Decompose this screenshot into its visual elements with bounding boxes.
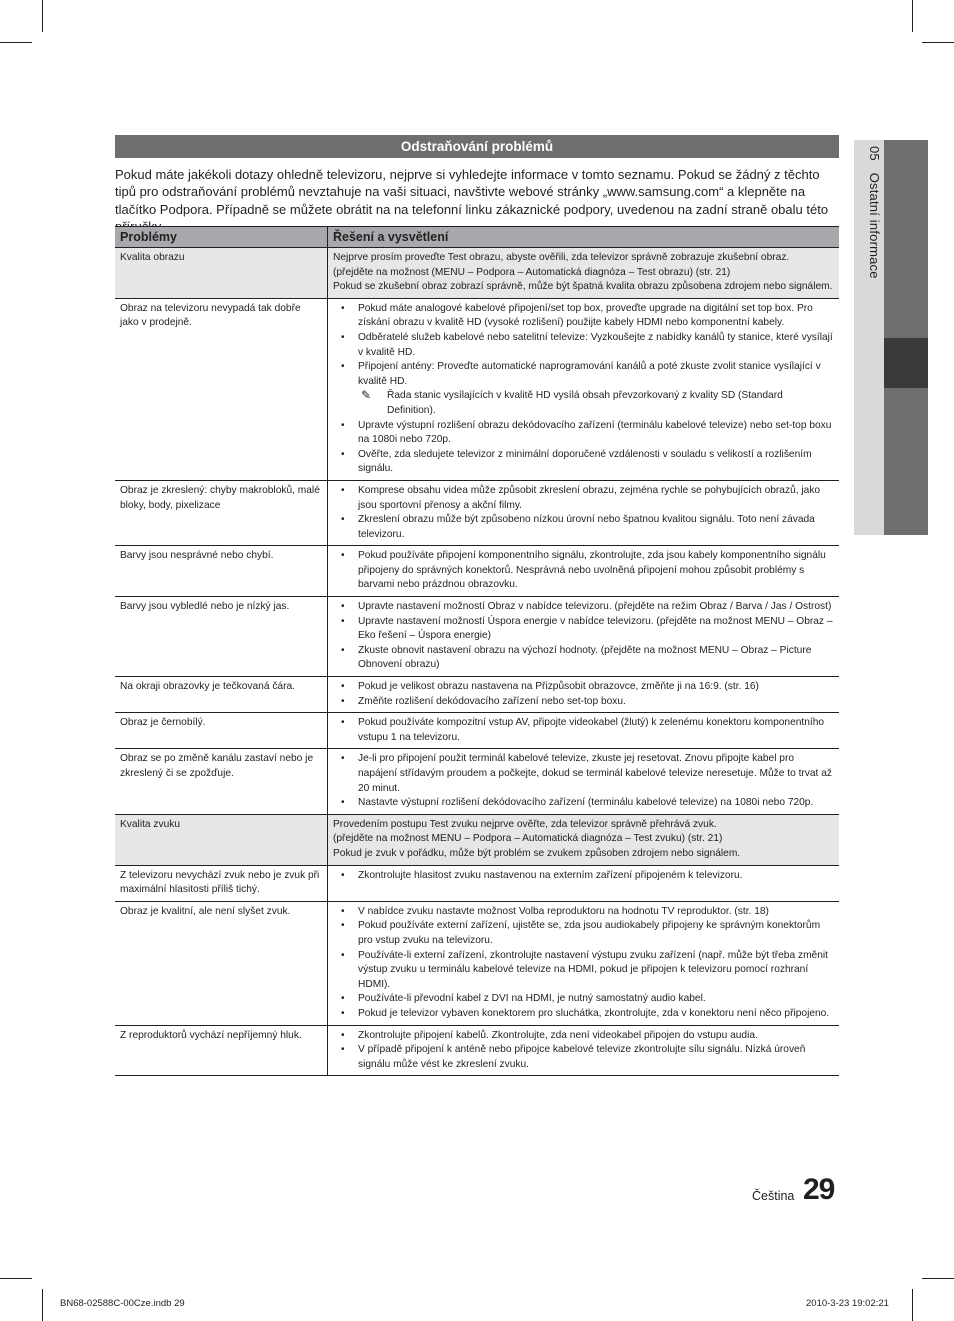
crop-mark: [922, 1278, 954, 1279]
solution-cell: [328, 814, 840, 865]
solution-text: Pokud je zvuk v pořádku, může být problém se zvukem způsoben zdrojem nebo signálem.: [333, 847, 741, 859]
solution-cell: [328, 597, 840, 677]
solution-cell: [328, 713, 840, 749]
solution-bullet: • Zkreslení obrazu může být způsobeno nízkou úrovní nebo špatnou kvalitou signálu. Toto není závada televizoru.: [333, 513, 834, 542]
solution-bullet: • Připojení antény: Proveďte automatické naprogramování kanálů a poté zkuste zvolit stanice vysílající v kvalitě HD.: [333, 360, 834, 389]
problem-cell: Barvy jsou vybledlé nebo je nízký jas.: [115, 597, 328, 677]
note: [333, 389, 834, 418]
section-title: Odstraňování problémů: [115, 135, 839, 158]
solution-bullet: • Upravte nastavení možností Obraz v nabídce televizoru. (přejděte na režim Obraz / Barva / Jas / Ostrost): [333, 600, 834, 615]
chapter-tab-marker: [884, 338, 928, 388]
solution-text: Pokud se zkušební obraz zobrazí správně, může být špatná kvalita obrazu způsobena zdrojem nebo signálem.: [333, 281, 833, 293]
problem-cell: Obraz je zkreslený: chyby makrobloků, malé bloky, body, pixelizace: [115, 480, 328, 545]
table-row: [115, 480, 839, 545]
solution-cell: [328, 480, 840, 545]
problem-cell: Obraz na televizoru nevypadá tak dobře jako v prodejně.: [115, 298, 328, 480]
section-intro: Pokud máte jakékoli dotazy ohledně televizoru, nejprve si vyhledejte informace v tomto seznamu. Pokud se žádný z těchto tipů pro odstraňování problémů nevztahuje na vaši situaci, navštivte webové stránky „www.samsung.com“ a klepněte na tlačítko Podpora. Případně se můžete obrátit na na telefonní linku zákaznické podpory, uvedenou na zadní straně obalu této: [115, 167, 829, 217]
imprint-file-name: BN68-02588C-00Cze.indb 29: [60, 1298, 185, 1309]
solution-cell: [328, 749, 840, 814]
table-row: [115, 713, 839, 749]
solution-cell: [328, 1025, 840, 1076]
solution-bullet: • Zkontrolujte hlasitost zvuku nastavenou na externím zařízení připojeném k televizoru.: [333, 869, 834, 884]
troubleshooting-table: [115, 226, 839, 1076]
note-text: Řada stanic vysílajících v kvalitě HD vysílá obsah převzorkovaný z kvality SD (Standard Definition).: [387, 390, 783, 416]
chapter-number: 05: [867, 146, 882, 161]
solution-bullet: • V nabídce zvuku nastavte možnost Volba reproduktoru na hodnotu TV reproduktor. (str. 18): [333, 905, 834, 920]
solution-bullet: • Pokud je velikost obrazu nastavena na Přizpůsobit obrazovce, změňte ji na 16:9. (str. 16): [333, 680, 834, 695]
crop-mark: [922, 42, 954, 43]
footer-language: Čeština: [752, 1189, 795, 1203]
solution-bullet: • Upravte nastavení možností Úspora energie v nabídce televizoru. (přejděte na možnost MENU – Obraz – Eko řešení – Úspora energie): [333, 615, 834, 644]
problem-cell: Obraz se po změně kanálu zastaví nebo je zkreslený či se zpožďuje.: [115, 749, 328, 814]
solution-bullet: • Používáte-li externí zařízení, zkontrolujte nastavení výstupu zvuku zařízení (např. může být třeba změnit výstup zvuku u terminálu kabelové televize na HDMI, pokud je připojen k televizoru pomocí rozhraní HDMI).: [333, 949, 834, 993]
solution-bullet: • Upravte výstupní rozlišení obrazu dekódovacího zařízení (terminálu kabelové televize) nebo set-top boxu na 1080i nebo 720p.: [333, 419, 834, 448]
solution-cell: [328, 901, 840, 1025]
solution-cell: [328, 677, 840, 713]
table-row: [115, 597, 839, 677]
chapter-title: Ostatní informace: [867, 172, 882, 279]
solution-bullet: • Pokud je televizor vybaven konektorem pro sluchátka, zkontrolujte, zda v konektoru není něco připojeno.: [333, 1007, 834, 1022]
crop-mark: [0, 42, 32, 43]
table-row: [115, 1025, 839, 1076]
table-row: [115, 248, 839, 299]
solution-cell: [328, 865, 840, 901]
problem-cell: Barvy jsou nesprávné nebo chybí.: [115, 546, 328, 597]
crop-mark: [0, 1278, 32, 1279]
chapter-side-tab: [854, 140, 928, 535]
table-row: [115, 865, 839, 901]
solution-bullet: • Pokud používáte kompozitní vstup AV, připojte videokabel (žlutý) k zelenému konektoru komponentního vstupu 1 na televizoru.: [333, 716, 834, 745]
solution-bullet: • Používáte-li převodní kabel z DVI na HDMI, je nutný samostatný audio kabel.: [333, 992, 834, 1007]
problem-cell: Kvalita obrazu: [115, 248, 328, 299]
solution-cell: [328, 298, 840, 480]
solution-bullet: • Pokud používáte externí zařízení, ujistěte se, zda jsou audiokabely připojeny ke správným konektorům pro vstup zvuku na televizoru.: [333, 919, 834, 948]
table-row: [115, 298, 839, 480]
solution-bullet: • Pokud máte analogové kabelové připojení/set top box, proveďte upgrade na digitální set top box. Pro získání obrazu v kvalitě HD (vysoké rozlišení) použijte kabely HDMI nebo komponentní kabely.: [333, 302, 834, 331]
table-row: [115, 546, 839, 597]
pencil-note-icon: ✎: [361, 388, 372, 403]
solution-bullet: • Ověřte, zda sledujete televizor z minimální doporučené vzdálenosti v souladu s velikostí a rozlišením signálu.: [333, 448, 834, 477]
table-row: [115, 901, 839, 1025]
imprint-timestamp: 2010-3-23 19:02:21: [806, 1298, 889, 1309]
solution-text: Nejprve prosím proveďte Test obrazu, abyste ověřili, zda televizor správně zobrazuje zkušební obraz.: [333, 252, 790, 263]
solution-bullet: • Je-li pro připojení použit terminál kabelové televize, zkuste jej resetovat. Znovu připojte kabel pro napájení střídavým proudem a počkejte, dokud se terminál kabelové televize neresetuje. Může to trvat až 20 minut.: [333, 752, 834, 796]
solution-text: (přejděte na možnost MENU – Podpora – Automatická diagnóza – Test zvuku) (str. 21): [333, 833, 723, 845]
page-number: 29: [803, 1173, 835, 1206]
solution-bullet: • Pokud používáte připojení komponentního signálu, zkontrolujte, zda jsou kabely komponentního signálu připojeny do správných konektorů. Nesprávná nebo uvolněná připojení mohou způsobit problémy s barvami nebo prázdnou obrazovku.: [333, 549, 834, 593]
crop-mark: [42, 0, 43, 32]
problem-cell: Na okraji obrazovky je tečkovaná čára.: [115, 677, 328, 713]
problem-cell: Obraz je kvalitní, ale není slyšet zvuk.: [115, 901, 328, 1025]
chapter-label: [858, 146, 882, 526]
solution-text: Provedením postupu Test zvuku nejprve ověřte, zda televizor správně přehrává zvuk.: [333, 818, 717, 830]
crop-mark: [912, 1289, 913, 1321]
solution-cell: [328, 546, 840, 597]
solution-cell: [328, 248, 840, 299]
crop-mark: [42, 1289, 43, 1321]
problem-cell: Z reproduktorů vychází nepříjemný hluk.: [115, 1025, 328, 1076]
column-header-solutions: Řešení a vysvětlení: [328, 227, 840, 248]
table-row: [115, 814, 839, 865]
column-header-problems: Problémy: [115, 227, 328, 248]
table-row: [115, 677, 839, 713]
solution-bullet: • Komprese obsahu videa může způsobit zkreslení obrazu, zejména rychle se pohybujících obrazů, jako jsou sportovní přenosy a akční filmy.: [333, 484, 834, 513]
solution-bullet: • Zkontrolujte připojení kabelů. Zkontrolujte, zda není videokabel připojen do vstupu audia.: [333, 1029, 834, 1044]
solution-text: (přejděte na možnost (MENU – Podpora – Automatická diagnóza – Test obrazu) (str. 21): [333, 266, 731, 278]
solution-bullet: • Zkuste obnovit nastavení obrazu na výchozí hodnoty. (přejděte na možnost MENU – Obraz – Picture Obnovení obrazu): [333, 644, 834, 673]
solution-bullet: • Změňte rozlišení dekódovacího zařízení nebo set-top boxu.: [333, 695, 834, 710]
table-header-row: [115, 227, 839, 248]
solution-bullet: • Odběratelé služeb kabelové nebo satelitní televize: Vyzkoušejte z nabídky kanálů ty stanice, které vysílají v kvalitě HD.: [333, 331, 834, 360]
crop-mark: [912, 0, 913, 32]
solution-bullet: • V případě připojení k anténě nebo připojce kabelové televize zkontrolujte sílu signálu. Nízká úroveň signálu může vést ke zkreslení zvuku.: [333, 1043, 834, 1072]
problem-cell: Obraz je černobílý.: [115, 713, 328, 749]
problem-cell: Kvalita zvuku: [115, 814, 328, 865]
solution-bullet: • Nastavte výstupní rozlišení dekódovacího zařízení (terminálu kabelové televize) na 1080i nebo 720p.: [333, 796, 834, 811]
table-row: [115, 749, 839, 814]
problem-cell: Z televizoru nevychází zvuk nebo je zvuk při maximální hlasitosti příliš tichý.: [115, 865, 328, 901]
